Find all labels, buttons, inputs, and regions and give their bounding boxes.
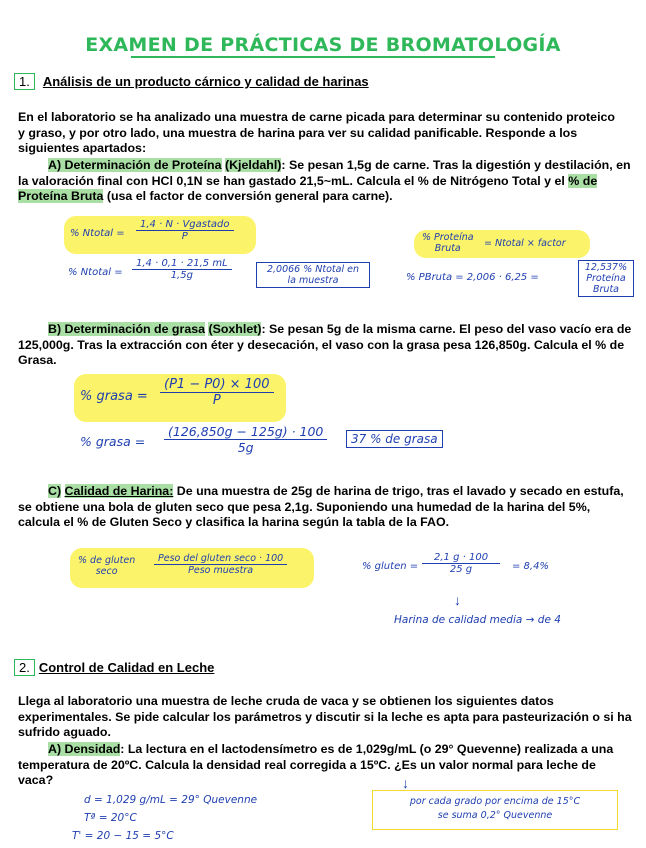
temperature-line: Tª = 20°C (84, 812, 137, 824)
formula-numerator: 1,4 · 0,1 · 21,5 mL (132, 258, 232, 270)
formula-denominator: P (181, 231, 188, 242)
formula-lhs-line: % de gluten (78, 555, 136, 566)
formula-result: = 8,4% (512, 561, 549, 572)
part-a-text: : La lectura en el lactodensímetro es de 1,029g/mL (o 29° Quevenne) realizada a una temperatura de 20ºC. Calcula la densidad real corregida a 15ºC. ¿Es un valor normal para leche de vaca? (18, 742, 614, 788)
section-2-intro: Llega al laboratorio una muestra de leche cruda de vaca y se obtienen los siguientes datos experimentales. Se pide calcular los parámetros y discutir si la leche es apta para pasteurización o si ha sufrido aguado. (18, 694, 632, 740)
down-arrow-icon: ↓ (402, 775, 409, 791)
formula-numerator: 2,1 g · 100 (422, 552, 500, 564)
section-number: 2. (14, 659, 35, 676)
formula-numerator: 1,4 · N · Vgastado (136, 219, 234, 231)
formula-denominator: Peso muestra (188, 565, 254, 576)
part-a-method: (Kjeldahl) (224, 158, 282, 172)
section-title: Control de Calidad en Leche (38, 660, 215, 675)
part-c-underlined: Calidad de Harina: (64, 484, 174, 498)
temperature-diff-line: T' = 20 − 15 = 5°C (72, 830, 174, 842)
formula-protein (414, 230, 590, 258)
part-b-statement (18, 322, 632, 369)
formula-lhs: % Ntotal = (70, 228, 125, 239)
part-a-label: A) Densidad (48, 742, 121, 756)
part-b-label: B) Determinación de grasa (48, 322, 205, 336)
formula-lhs (78, 555, 135, 577)
section-2-heading (14, 659, 214, 676)
formula-protein-calc: % PBruta = 2,006 · 6,25 = (406, 272, 539, 283)
gluten-conclusion: Harina de calidad media → de 4 (394, 614, 561, 626)
result-line: 12,537% (584, 262, 628, 273)
part-b-method: (Soxhlet) (208, 322, 262, 336)
title-underline (131, 56, 495, 58)
formula-lhs-line: Bruta (434, 243, 461, 254)
result-box-grasa: 37 % de grasa (346, 430, 443, 448)
section-2-part-a-statement (18, 742, 632, 789)
formula-rhs: = Ntotal × factor (484, 238, 566, 249)
formula-denominator: 1,5g (170, 270, 193, 281)
formula-ntotal (64, 216, 256, 254)
result-line: Proteína (586, 273, 626, 284)
section-1-intro: En el laboratorio se ha analizado una muestra de carne picada para determinar su contenido proteico y graso, y por otro lado, una muestra de harina para ver su calidad panificable. Responde a los siguientes apartados: (18, 110, 615, 156)
section-1-heading (14, 73, 369, 90)
page-title: EXAMEN DE PRÁCTICAS DE BROMATOLOGÍA (85, 34, 561, 56)
formula-lhs: % Ntotal = (68, 267, 123, 278)
formula-numerator: (P1 − P0) × 100 (160, 377, 274, 393)
formula-fraction (164, 424, 327, 455)
formula-fraction (136, 219, 234, 242)
formula-lhs: % grasa = (80, 434, 146, 449)
formula-fraction (422, 552, 500, 575)
part-c-label: C) (48, 484, 62, 498)
formula-numerator: (126,850g − 125g) · 100 (164, 424, 327, 440)
formula-grasa (74, 374, 286, 422)
note-line: se suma 0,2° Quevenne (437, 810, 553, 821)
note-line: por cada grado por encima de 15°C (409, 796, 581, 807)
formula-lhs-line: % Proteína (422, 232, 474, 243)
part-a-text2: (usa el factor de conversión general para carne). (106, 189, 393, 204)
result-line: la muestra (287, 275, 339, 286)
formula-denominator: P (212, 393, 221, 408)
part-a-highlight: % de Proteína Bruta (18, 173, 598, 204)
formula-lhs: % grasa = (80, 389, 148, 404)
part-a-label: A) Determinación de Proteína (48, 158, 222, 172)
formula-denominator: 25 g (449, 564, 473, 575)
formula-fraction (132, 258, 232, 281)
part-a-statement (18, 158, 632, 205)
down-arrow-icon: ↓ (454, 592, 461, 608)
section-number: 1. (14, 73, 35, 90)
result-line: 2,0066 % Ntotal en (266, 264, 360, 275)
part-a-text1: : Se pesan 1,5g de carne. Tras la digestión y destilación, en la valoración final con HCl 0,1N se han gastado 21,5~mL. Calcula el % de Nitrógeno Total y el (18, 158, 631, 188)
result-box-ntotal (256, 262, 370, 288)
formula-numerator: Peso del gluten seco · 100 (154, 553, 287, 565)
section-title: Análisis de un producto cárnico y calidad de harinas (42, 74, 369, 89)
result-line: Bruta (593, 284, 619, 295)
formula-lhs: % gluten = (362, 561, 419, 572)
part-b-text: : Se pesan 5g de la misma carne. El peso del vaso vacío era de 125,000g. Tras la extracción con éter y desecación, el vaso con la grasa pesa 126,850g. Calcula el % de Grasa. (18, 322, 632, 368)
part-c-text: De una muestra de 25g de harina de trigo, tras el lavado y secado en estufa, se obtiene una bola de gluten seco que pesa 2,1g. Suponiendo una humedad de la harina del 5%, calcula el % de Gluten Seco y clasifica la harina según la tabla de la FAO. (18, 484, 624, 530)
density-line: d = 1,029 g/mL = 29° Quevenne (84, 794, 258, 806)
part-c-statement (18, 484, 632, 531)
formula-fraction (154, 553, 287, 576)
result-box-protein (578, 260, 634, 297)
formula-lhs (422, 232, 474, 254)
formula-gluten (70, 548, 314, 588)
formula-denominator: 5g (237, 440, 254, 455)
correction-note (372, 790, 618, 830)
formula-lhs-line: seco (95, 566, 118, 577)
formula-fraction (160, 377, 274, 408)
